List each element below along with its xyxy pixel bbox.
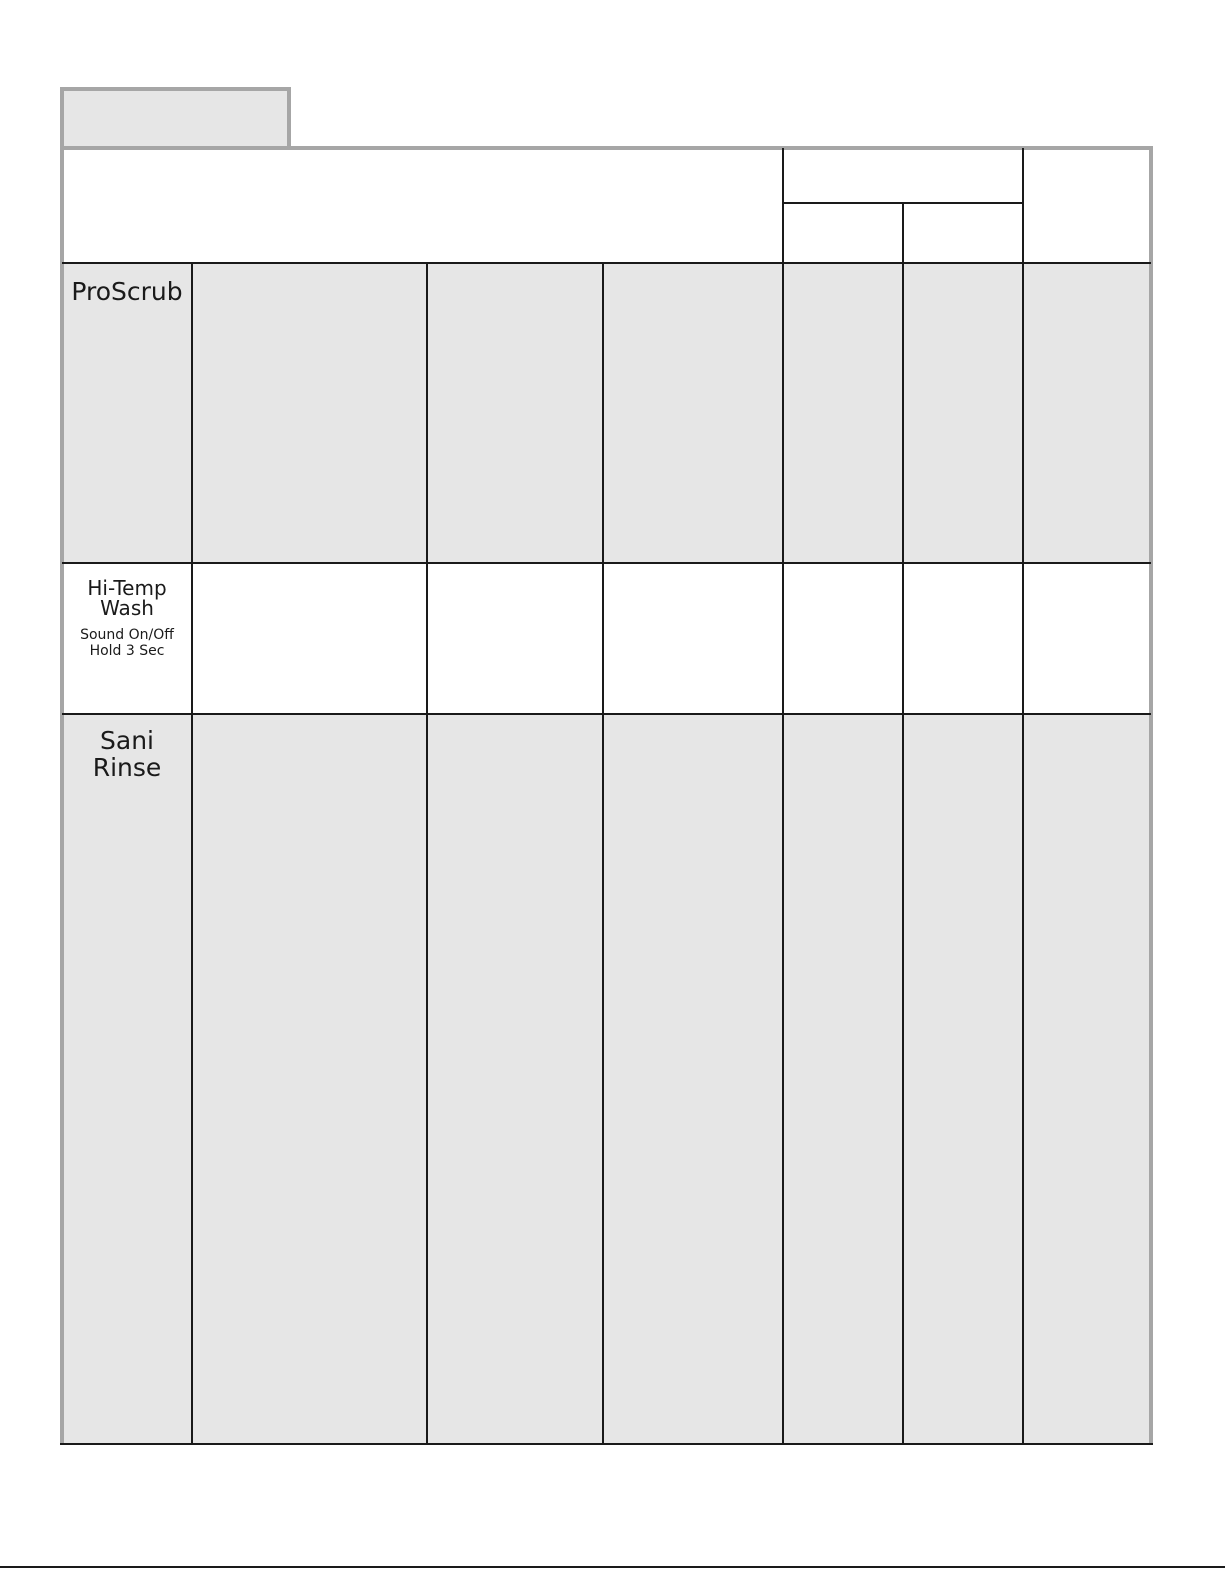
header-bottom-rule bbox=[62, 262, 1151, 264]
page-footer-rule bbox=[0, 1566, 1225, 1568]
header-subdivider bbox=[784, 202, 1024, 204]
col-divider-2 bbox=[426, 263, 428, 1444]
row-divider-2 bbox=[62, 713, 1151, 715]
col-divider-3 bbox=[602, 263, 604, 1444]
header-col-divider-b bbox=[1022, 148, 1024, 263]
col-divider-1 bbox=[191, 263, 193, 1444]
col-divider-4 bbox=[782, 263, 784, 1444]
section-tab bbox=[60, 87, 291, 148]
row-label-sani-rinse bbox=[64, 728, 190, 780]
cycle-name-line2: Wash bbox=[100, 596, 154, 620]
col-divider-6 bbox=[1022, 263, 1024, 1444]
col-divider-5 bbox=[902, 263, 904, 1444]
cycle-name-line1: Sani bbox=[100, 726, 154, 755]
header-col-divider-a bbox=[782, 148, 784, 263]
cycle-name: ProScrub bbox=[71, 277, 183, 306]
row-band-proscrub bbox=[64, 263, 1149, 563]
cycle-name-line2: Rinse bbox=[92, 753, 162, 782]
table-bottom-rule bbox=[60, 1443, 1153, 1445]
row-band-sani-rinse bbox=[64, 714, 1149, 1444]
cycle-note-line2: Hold 3 Sec bbox=[89, 643, 165, 660]
row-label-hi-temp-wash bbox=[64, 578, 190, 659]
cycle-name-line1: Hi-Temp bbox=[87, 576, 167, 600]
cycle-note-line1: Sound On/Off bbox=[80, 627, 174, 643]
row-label-proscrub bbox=[64, 279, 190, 304]
row-divider-1 bbox=[62, 562, 1151, 564]
header-col-divider-c bbox=[902, 203, 904, 263]
